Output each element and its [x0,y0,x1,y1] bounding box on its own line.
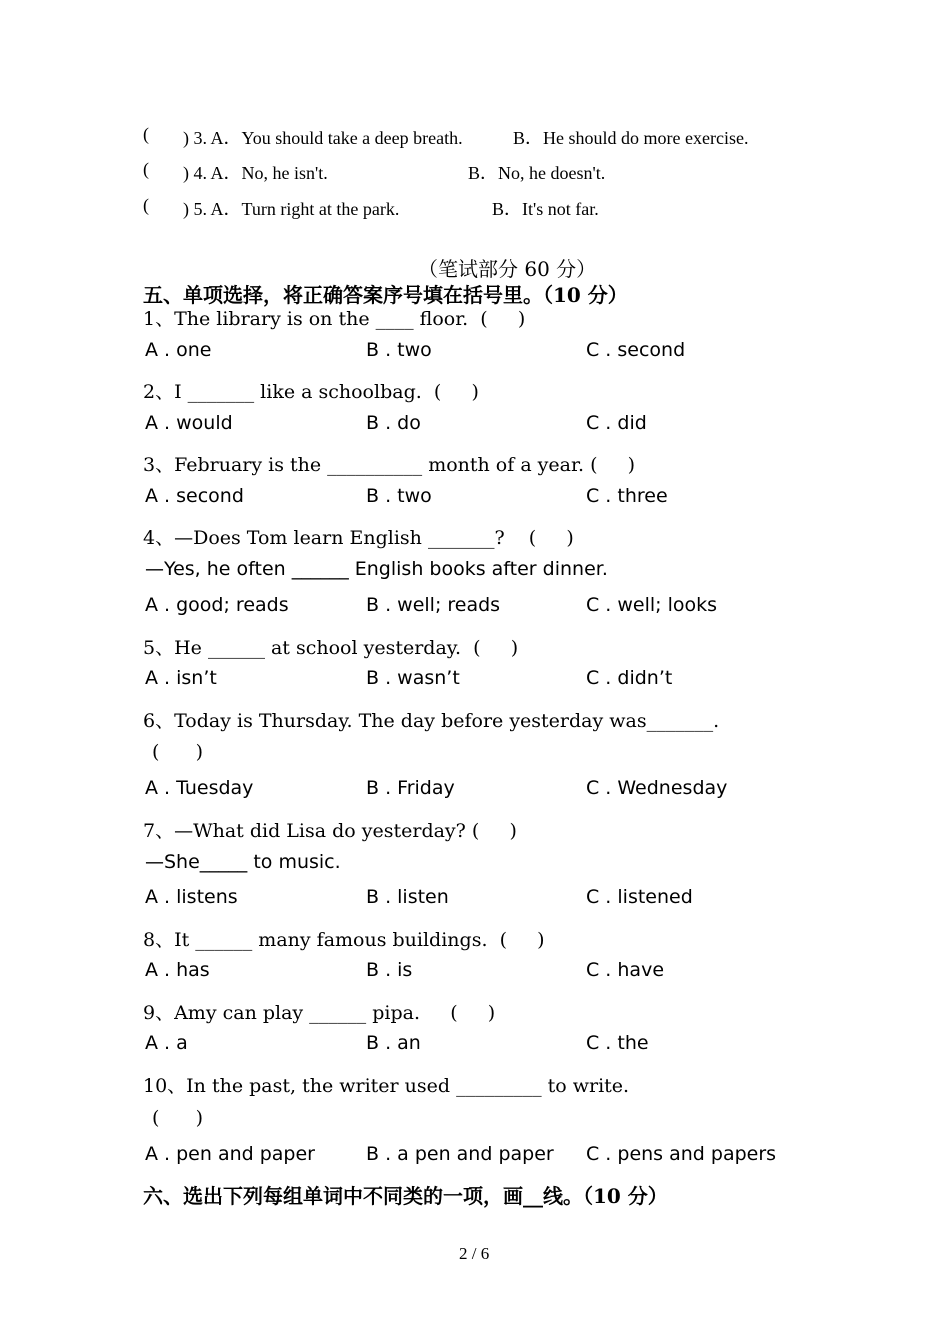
option-a: A . a [145,1032,188,1054]
listening-paren: ( [143,195,149,215]
option-a: A . pen and paper [145,1143,315,1165]
option-c: C . the [586,1032,649,1054]
option-b: B . two [366,339,432,361]
section-5-title: 五、单项选择，将正确答案序号填在括号里。（10 分） [143,283,628,307]
listening-item-4-a: ) 4. A．No, he isn't. [183,163,328,183]
option-b: B . well; reads [366,594,501,616]
option-b: B . is [366,959,413,981]
listening-item-5-b: B．It's not far. [492,199,599,219]
option-b: B . a pen and paper [366,1143,554,1165]
question-9: 9、Amy can play ______ pipa. ( ) [143,1002,496,1024]
option-a: A . would [145,412,233,434]
option-c: C . Wednesday [586,777,728,799]
question-6-paren: ( ) [152,741,204,763]
listening-paren: ( [143,124,149,144]
question-10: 10、In the past, the writer used _________ to write. [143,1075,630,1097]
question-7: 7、—What did Lisa do yesterday? ( ) [143,820,517,842]
question-3: 3、February is the __________ month of a year. ( ) [143,454,636,476]
written-section-title: （笔试部分 60 分） [418,257,597,281]
option-c: C . second [586,339,686,361]
listening-item-3-a: ) 3. A．You should take a deep breath. [183,128,463,148]
option-a: A . has [145,959,210,981]
option-a: A . isn’t [145,667,217,689]
page-number: 2 / 6 [459,1244,490,1263]
question-4-response: —Yes, he often ______ English books after dinner. [145,558,608,580]
listening-item-3-b: B．He should do more exercise. [513,128,749,148]
option-c: C . pens and papers [586,1143,777,1165]
question-5: 5、He ______ at school yesterday. ( ) [143,637,519,659]
option-b: B . listen [366,886,449,908]
question-2: 2、I _______ like a schoolbag. ( ) [143,381,479,403]
option-a: A . one [145,339,212,361]
section-6-title: 六、选出下列每组单词中不同类的一项，画__线。（10 分） [143,1184,668,1208]
option-c: C . three [586,485,668,507]
option-a: A . good; reads [145,594,289,616]
option-a: A . Tuesday [145,777,254,799]
option-b: B . Friday [366,777,455,799]
question-1: 1、The library is on the ____ floor. ( ) [143,308,526,330]
question-4: 4、—Does Tom learn English _______? ( ) [143,527,574,549]
option-b: B . do [366,412,421,434]
listening-paren: ( [143,159,149,179]
listening-item-5-a: ) 5. A．Turn right at the park. [183,199,400,219]
option-c: C . listened [586,886,693,908]
listening-item-4-b: B．No, he doesn't. [468,163,606,183]
option-c: C . did [586,412,647,434]
option-b: B . two [366,485,432,507]
question-8: 8、It ______ many famous buildings. ( ) [143,929,545,951]
option-b: B . an [366,1032,421,1054]
option-c: C . well; looks [586,594,718,616]
question-10-paren: ( ) [152,1107,204,1129]
option-c: C . didn’t [586,667,673,689]
option-c: C . have [586,959,665,981]
question-7-response: —She_____ to music. [145,851,341,873]
option-a: A . listens [145,886,238,908]
question-6: 6、Today is Thursday. The day before yesterday was_______. [143,710,720,732]
option-b: B . wasn’t [366,667,460,689]
option-a: A . second [145,485,244,507]
